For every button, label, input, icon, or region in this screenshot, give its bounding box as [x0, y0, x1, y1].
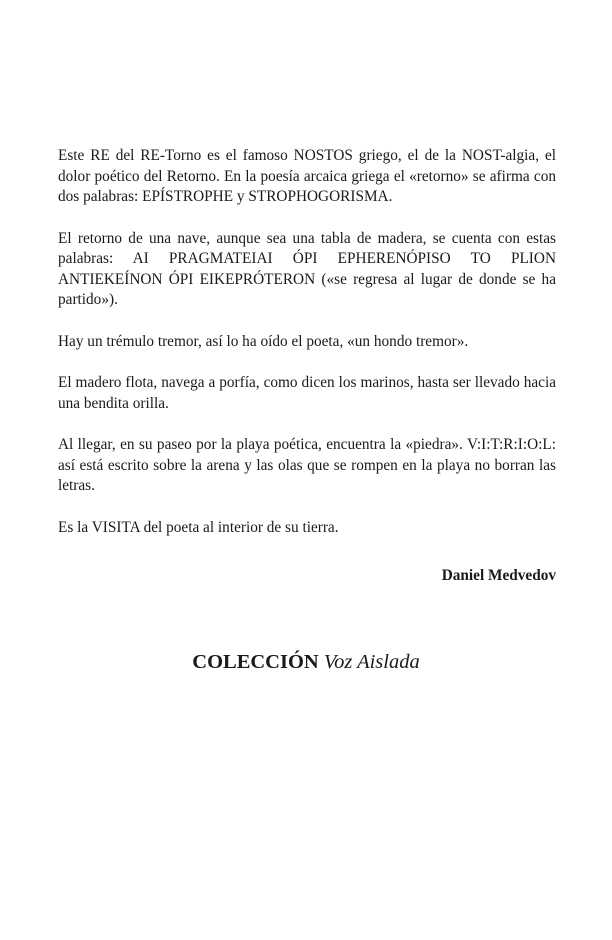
paragraph-3: Hay un trémulo tremor, así lo ha oído el poeta, «un hondo tremor». [58, 332, 469, 350]
collection-label: COLECCIÓN [192, 651, 319, 673]
author-signature: Daniel Medvedov [441, 567, 556, 584]
paragraph-5: Al llegar, en su paseo por la playa poética, encuentra la «piedra». V:I:T:R:I:O:L: así está escrito sobre la arena y las olas que se rompen en la playa no borran las letras. [58, 436, 556, 494]
collection-title [0, 651, 612, 674]
collection-name: Voz Aislada [323, 651, 420, 673]
paragraph-6: Es la VISITA del poeta al interior de su tierra. [58, 518, 339, 536]
paragraph-1: Este RE del RE-Torno es el famoso NOSTOS griego, el de la NOST-algia, el dolor poético del Retorno. En la poesía arcaica griega el «retorno» se afirma con dos palabras: EPÍSTROPHE y STROPHOGORISMA. [58, 147, 556, 205]
paragraph-2: El retorno de una nave, aunque sea una tabla de madera, se cuenta con estas palabras: AI PRAGMATEIAI ÓPI EPHERENÓPISO TO PLION ANTIEKEÍNON ÓPI EIKEPRÓTERON («se regresa al lugar de donde se ha partido»). [58, 229, 556, 308]
body-text [58, 146, 556, 559]
paragraph-4: El madero flota, navega a porfía, como dicen los marinos, hasta ser llevado hacia una bendita orilla. [58, 374, 556, 412]
